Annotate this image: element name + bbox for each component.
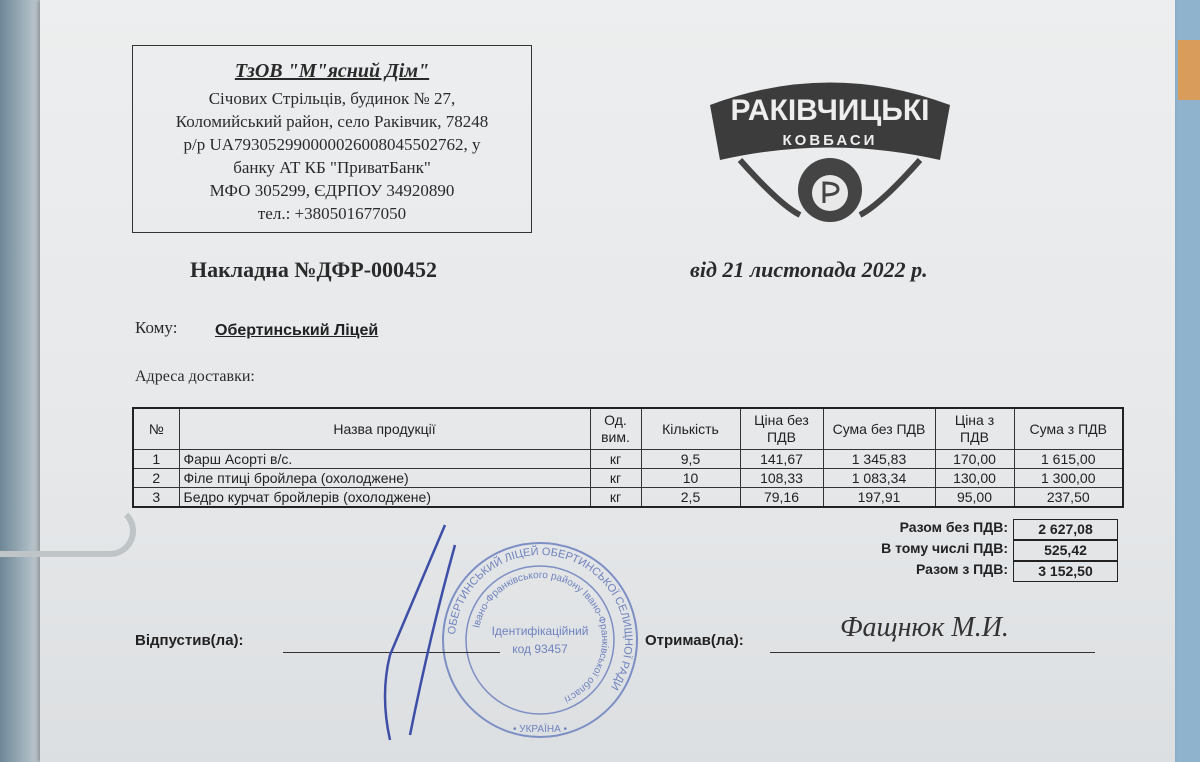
cell: кг [590, 450, 641, 469]
total-value: 2 627,08 [1013, 519, 1118, 540]
company-line: р/р UA793052990000026008045502762, у [183, 135, 481, 154]
col-header: Ціна з ПДВ [935, 408, 1014, 450]
binder-ring [0, 505, 136, 557]
cell: Філе птиці бройлера (охолоджене) [179, 469, 590, 488]
invoice-title: Накладна №ДФР-000452 [190, 257, 438, 282]
brand-logo [700, 65, 960, 235]
received-label: Отримав(ла): [645, 632, 744, 649]
total-without-vat [780, 519, 1118, 540]
cell: 2,5 [641, 488, 740, 508]
cell: 197,91 [823, 488, 935, 508]
company-line: Січових Стрільців, будинок № 27, [208, 89, 456, 108]
stamp-code: код 93457 [512, 642, 568, 656]
total-value: 3 152,50 [1013, 561, 1118, 582]
cell: 10 [641, 469, 740, 488]
logo-brand: РАКІВЧИЦЬКІ [730, 94, 930, 127]
cell: 1 083,34 [823, 469, 935, 488]
total-label: Разом з ПДВ: [916, 561, 1008, 577]
col-header: Сума з ПДВ [1014, 408, 1123, 450]
cell: 141,67 [740, 450, 823, 469]
cell: 95,00 [935, 488, 1014, 508]
stamp-inner-text: Івано-Франківського району Івано-Франківської області [471, 569, 611, 705]
vat-amount [780, 540, 1118, 561]
cell: 108,33 [740, 469, 823, 488]
company-line: Коломийський район, село Раківчик, 78248 [175, 112, 489, 131]
table-row [133, 488, 1123, 508]
col-header: № [133, 408, 179, 450]
stamp-bottom-text: • УКРАЇНА • [512, 724, 568, 735]
cell: 1 300,00 [1014, 469, 1123, 488]
col-header: Ціна без ПДВ [740, 408, 823, 450]
table-row [133, 469, 1123, 488]
recipient-value: Обертинський Ліцей [215, 322, 379, 339]
received-handwritten-name: Фащнюк М.И. [840, 612, 1009, 643]
company-line: банку АТ КБ "ПриватБанк" [233, 158, 431, 177]
folder-tab [1178, 40, 1200, 100]
received-signature-line [770, 652, 1095, 653]
cell: 79,16 [740, 488, 823, 508]
cell: 1 [133, 450, 179, 469]
col-header: Кількість [641, 408, 740, 450]
logo-sub: КОВБАСИ [782, 132, 878, 149]
cell: 1 345,83 [823, 450, 935, 469]
products-table [132, 407, 1124, 508]
invoice-date: від 21 листопада 2022 р. [690, 257, 928, 282]
cell: Фарш Асорті в/с. [179, 450, 590, 469]
released-label: Відпустив(ла): [135, 632, 244, 649]
recipient-label: Кому: [135, 318, 178, 337]
company-box [132, 45, 532, 233]
company-line: тел.: +380501677050 [257, 204, 407, 223]
company-name: ТзОВ "М"ясний Дім" [234, 60, 430, 82]
stamp-ring-text: ОБЕРТИНСЬКИЙ ЛІЦЕЙ ОБЕРТИНСЬКОЇ СЕЛИЩНОЇ РАДИ [446, 545, 635, 693]
total-with-vat [780, 561, 1118, 582]
released-signature [350, 515, 470, 745]
cell: 9,5 [641, 450, 740, 469]
cell: кг [590, 469, 641, 488]
table-row [133, 450, 1123, 469]
total-value: 525,42 [1013, 540, 1118, 561]
col-header: Од. вим. [590, 408, 641, 450]
cell: 3 [133, 488, 179, 508]
official-stamp [440, 540, 640, 740]
total-label: В тому числі ПДВ: [881, 540, 1008, 556]
total-label: Разом без ПДВ: [899, 519, 1008, 535]
stamp-center-text: Ідентифікаційний [491, 624, 589, 638]
cell: 2 [133, 469, 179, 488]
cell: кг [590, 488, 641, 508]
cell: 130,00 [935, 469, 1014, 488]
cell: 1 615,00 [1014, 450, 1123, 469]
table-header [133, 408, 1123, 450]
col-header: Назва продукції [179, 408, 590, 450]
cell: 237,50 [1014, 488, 1123, 508]
cell: Бедро курчат бройлерів (охолоджене) [179, 488, 590, 508]
cell: 170,00 [935, 450, 1014, 469]
delivery-address-label: Адреса доставки: [135, 368, 255, 385]
company-line: МФО 305299, ЄДРПОУ 34920890 [209, 181, 455, 200]
col-header: Сума без ПДВ [823, 408, 935, 450]
